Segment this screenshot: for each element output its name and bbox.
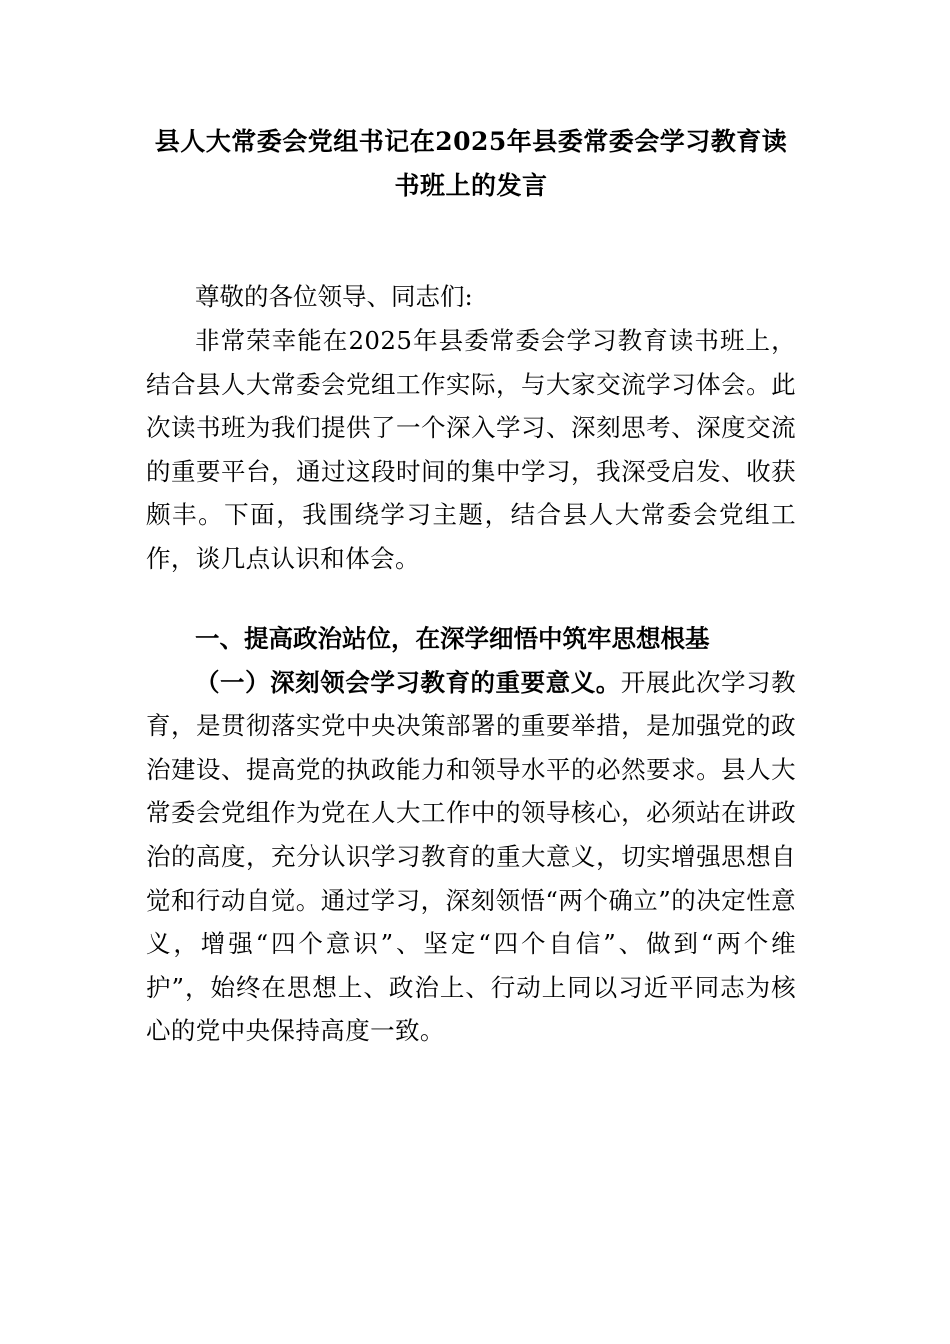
section-1-1-text: 开展此次学习教育，是贯彻落实党中央决策部署的重要举措，是加强党的政治建设、提高党的执政能力和领导水平的必然要求。县人大常委会党组作为党在人大工作中的领导核心，必须站在讲政治的高度，充分认识学习教育的重大意义，切实增强思想自觉和行动自觉。通过学习，深刻领悟“两个确立”的决定性意义，增强“四个意识”、坚定“四个自信”、做到“两个维护”，始终在思想上、政治上、行动上同以习近平同志为核心的党中央保持高度一致。 [146,667,796,1046]
document-title: 县人大常委会党组书记在2025年县委常委会学习教育读书班上的发言 [154,127,788,200]
salutation: 尊敬的各位领导、同志们: [195,282,473,311]
intro-paragraph: 非常荣幸能在2025年县委常委会学习教育读书班上，结合县人大常委会党组工作实际，与大家交流学习体会。此次读书班为我们提供了一个深入学习、深刻思考、深度交流的重要平台，通过这段时间的集中学习，我深受启发、收获颇丰。下面，我围绕学习主题，结合县人大常委会党组工作，谈几点认识和体会。 [146,326,796,573]
section-1-1-lead: （一）深刻领会学习教育的重要意义。 [195,667,621,697]
section-1-1-paragraph [146,661,796,1053]
section-heading-1: 一、提高政治站位，在深学细悟中筑牢思想根基 [195,623,710,653]
document-page [146,120,796,1053]
